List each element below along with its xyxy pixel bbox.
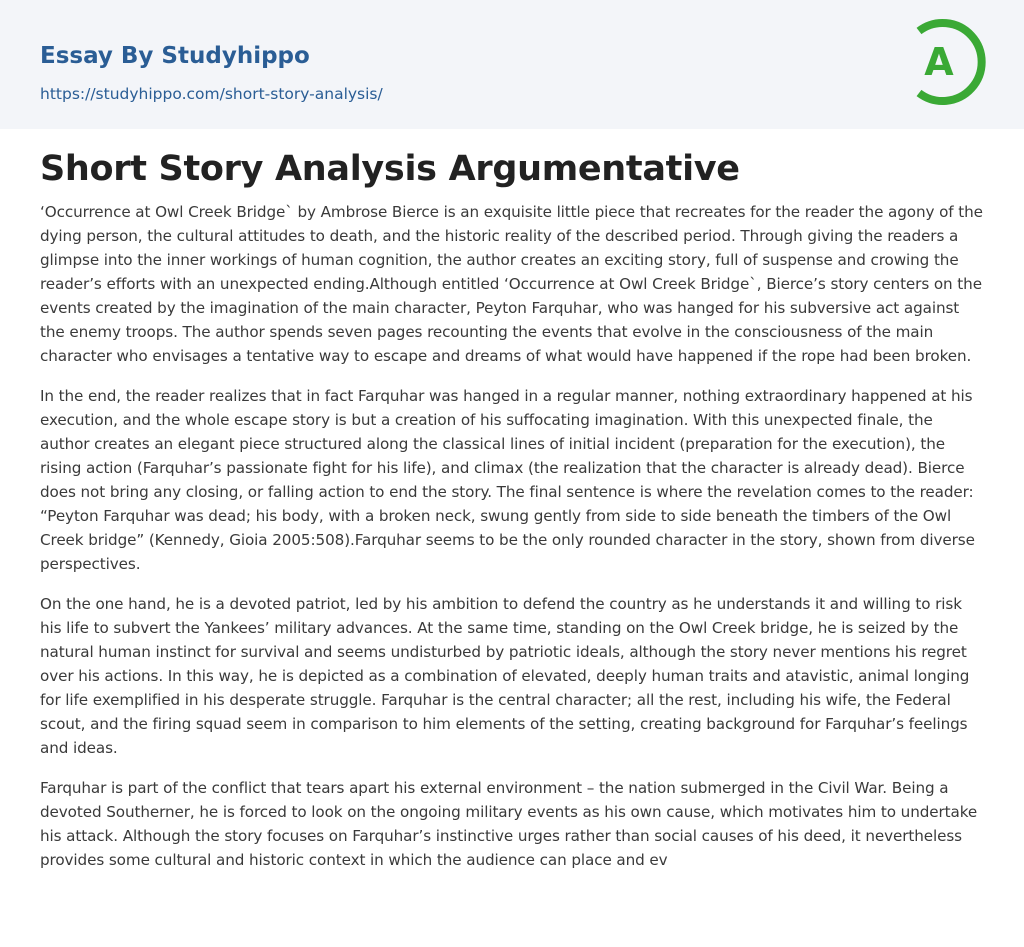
source-link[interactable]: https://studyhippo.com/short-story-analysis/ [40,85,383,103]
logo-letter: A [924,40,954,84]
paragraph-3: On the one hand, he is a devoted patriot, led by his ambition to defend the country as he understands it and willing to risk his life to subvert the Yankees’ military advances. At the same time, standing on the Owl Creek bridge, he is seized by the natural human instinct for survival and seems undisturbed by patriotic ideals, although the story never mentions his regret over his actions. In this way, he is depicted as a combination of elevated, deeply human traits and atavistic, animal longing for life exemplified in his desperate struggle. Farquhar is the central character; all the rest, including his wife, the Federal scout, and the firing squad seem in comparison to him elements of the setting, creating background for Farquhar’s feelings and ideas. [40,595,970,757]
article [40,146,984,872]
brand-title: Essay By Studyhippo [40,43,310,69]
paragraph-2: In the end, the reader realizes that in fact Farquhar was hanged in a regular manner, nothing extraordinary happened at his execution, and the whole escape story is but a creation of his suffocating imagination. With this unexpected finale, the author creates an elegant piece structured along the classical lines of initial incident (preparation for the execution), the rising action (Farquhar’s passionate fight for his life), and climax (the realization that the character is already dead). Bierce does not bring any closing, or falling action to end the story. The final sentence is where the revelation comes to the reader: “Peyton Farquhar was dead; his body, with a broken neck, swung gently from side to side beneath the timbers of the Owl Creek bridge” (Kennedy, Gioia 2005:508).Farquhar seems to be the only rounded character in the story, shown from diverse perspectives. [40,387,975,573]
paragraph-1: ‘Occurrence at Owl Creek Bridge` by Ambrose Bierce is an exquisite little piece that recreates for the reader the agony of the dying person, the cultural attitudes to death, and the historic reality of the described period. Through giving the readers a glimpse into the inner workings of human cognition, the author creates an exciting story, full of suspense and crowing the reader’s efforts with an unexpected ending.Although entitled ‘Occurrence at Owl Creek Bridge`, Bierce’s story centers on the events created by the imagination of the main character, Peyton Farquhar, who was hanged for his subversive act against the enemy troops. The author spends seven pages recounting the events that evolve in the consciousness of the main character who envisages a tentative way to escape and dreams of what would have happened if the rope had been broken. [40,203,983,365]
page-title: Short Story Analysis Argumentative [40,149,740,189]
paragraph-4: Farquhar is part of the conflict that tears apart his external environment – the nation submerged in the Civil War. Being a devoted Southerner, he is forced to look on the ongoing military events as his own cause, which motivates him to undertake his attack. Although the story focuses on Farquhar’s instinctive urges rather than social causes of his deed, it nevertheless provides some cultural and historic context in which the audience can place and ev [40,779,978,869]
site-header [0,0,1024,129]
studyhippo-logo-icon[interactable] [911,17,989,107]
